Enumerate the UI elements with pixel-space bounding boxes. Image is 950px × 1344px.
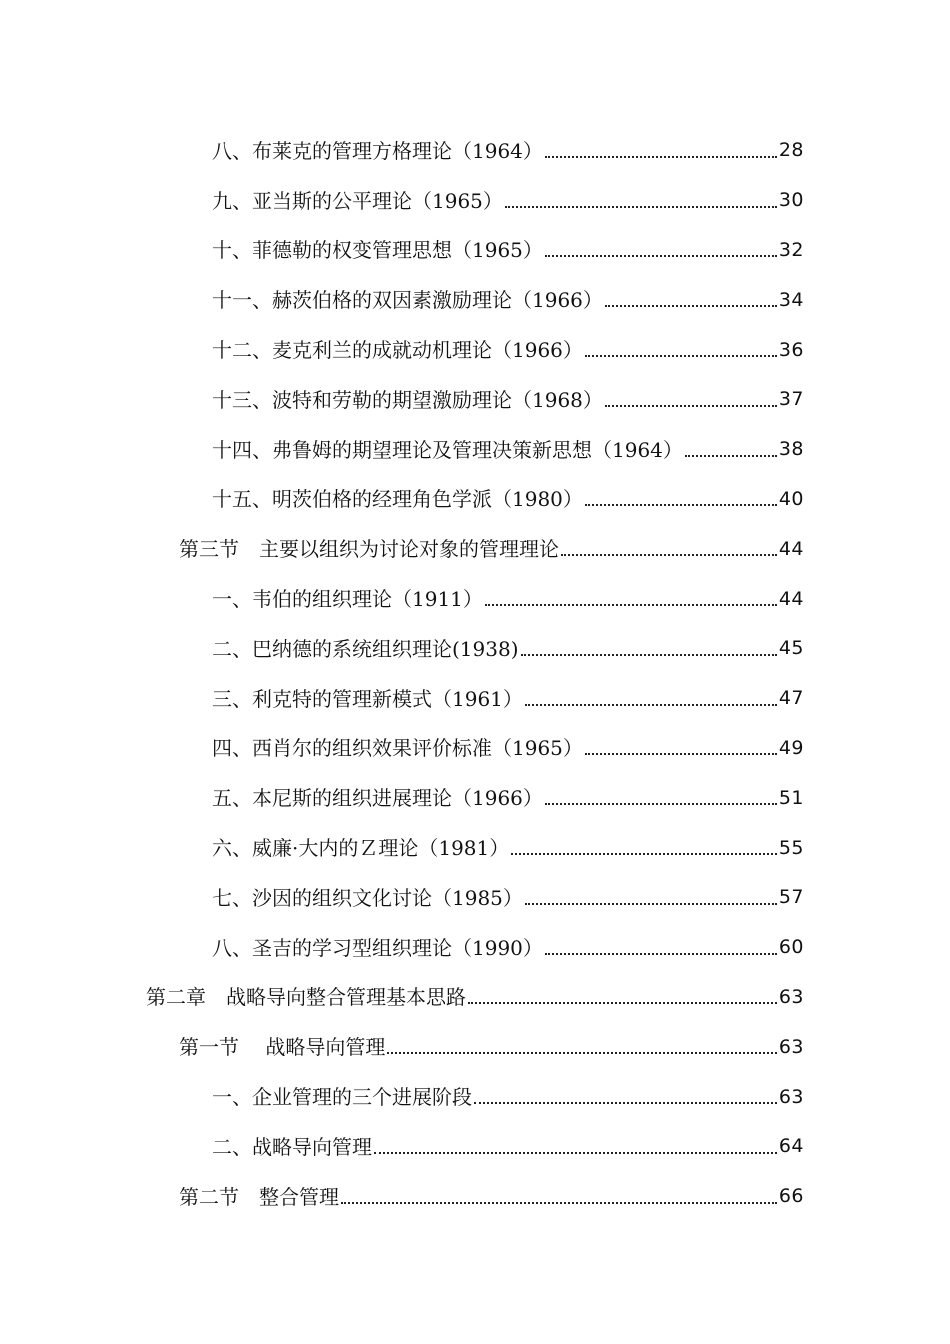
toc-entry-page-number: 63 — [778, 985, 804, 1008]
toc-dot-leader — [511, 838, 777, 858]
toc-dot-leader — [525, 689, 777, 709]
toc-dot-leader — [505, 191, 777, 211]
toc-dot-leader — [585, 340, 777, 360]
toc-entry[interactable] — [0, 126, 950, 176]
toc-entry-title: 一、企业管理的三个进展阶段 — [212, 1085, 472, 1110]
toc-dot-leader — [585, 489, 777, 509]
toc-entry-page-number: 45 — [778, 637, 804, 660]
toc-entry[interactable] — [0, 923, 950, 973]
toc-entry[interactable] — [0, 425, 950, 475]
toc-entry-page-number: 55 — [778, 836, 804, 859]
toc-entry[interactable] — [0, 1122, 950, 1172]
toc-entry-title: 第三节 主要以组织为讨论对象的管理理论 — [179, 537, 559, 562]
toc-entry[interactable] — [0, 574, 950, 624]
toc-entry-title: 二、战略导向管理 — [212, 1134, 372, 1159]
toc-entry-title: 十五、明茨伯格的经理角色学派（1980） — [212, 487, 583, 512]
toc-dot-leader — [387, 1037, 776, 1057]
toc-entry-title: 十四、弗鲁姆的期望理论及管理决策新思想（1964） — [212, 437, 683, 462]
toc-entry[interactable] — [0, 674, 950, 724]
toc-entry-page-number: 63 — [778, 1085, 804, 1108]
toc-entry-title: 第二节 整合管理 — [179, 1184, 339, 1209]
toc-entry-title: 八、圣吉的学习型组织理论（1990） — [212, 935, 543, 960]
toc-entry[interactable] — [0, 176, 950, 226]
table-of-contents — [0, 126, 950, 1222]
toc-dot-leader — [545, 938, 777, 958]
toc-dot-leader — [685, 440, 777, 460]
toc-entry[interactable] — [0, 226, 950, 276]
toc-entry-page-number: 60 — [778, 936, 804, 959]
toc-entry-page-number: 37 — [778, 388, 804, 411]
toc-entry-page-number: 44 — [778, 587, 804, 610]
toc-dot-leader — [374, 1137, 777, 1157]
toc-entry-page-number: 47 — [778, 687, 804, 710]
toc-entry-page-number: 66 — [778, 1185, 804, 1208]
toc-entry[interactable] — [0, 823, 950, 873]
toc-entry[interactable] — [0, 325, 950, 375]
toc-dot-leader — [468, 987, 777, 1007]
toc-entry-title: 十三、波特和劳勒的期望激励理论（1968） — [212, 387, 603, 412]
toc-entry-title: 四、西肖尔的组织效果评价标准（1965） — [212, 736, 583, 761]
toc-entry-title: 六、威廉·大内的Ｚ理论（1981） — [212, 836, 510, 861]
toc-dot-leader — [585, 738, 777, 758]
toc-entry-page-number: 36 — [778, 338, 804, 361]
toc-entry-page-number: 28 — [778, 139, 804, 162]
toc-entry-title: 八、布莱克的管理方格理论（1964） — [212, 138, 543, 163]
toc-entry[interactable] — [0, 475, 950, 525]
toc-entry[interactable] — [0, 1072, 950, 1122]
toc-dot-leader — [561, 539, 777, 559]
toc-entry-title: 一、韦伯的组织理论（1911） — [212, 587, 483, 612]
toc-entry-page-number: 44 — [778, 537, 804, 560]
toc-entry-title: 二、巴纳德的系统组织理论(1938) — [212, 636, 519, 661]
toc-entry[interactable] — [0, 275, 950, 325]
toc-dot-leader — [545, 240, 777, 260]
toc-dot-leader — [485, 589, 777, 609]
toc-entry-title: 三、利克特的管理新模式（1961） — [212, 686, 523, 711]
toc-entry[interactable] — [0, 773, 950, 823]
toc-entry-title: 五、本尼斯的组织进展理论（1966） — [212, 786, 543, 811]
toc-entry-page-number: 57 — [778, 886, 804, 909]
toc-entry-title: 九、亚当斯的公平理论（1965） — [212, 188, 503, 213]
toc-entry[interactable] — [0, 873, 950, 923]
toc-entry[interactable] — [0, 524, 950, 574]
toc-entry[interactable] — [0, 1022, 950, 1072]
toc-entry-page-number: 30 — [778, 189, 804, 212]
toc-entry-page-number: 64 — [778, 1135, 804, 1158]
toc-entry[interactable] — [0, 375, 950, 425]
toc-entry-page-number: 40 — [778, 487, 804, 510]
toc-entry-title: 第一节 战略导向管理 — [179, 1035, 386, 1060]
toc-entry-title: 十、菲德勒的权变管理思想（1965） — [212, 238, 543, 263]
toc-dot-leader — [545, 788, 777, 808]
toc-dot-leader — [525, 888, 777, 908]
toc-entry-title: 第二章 战略导向整合管理基本思路 — [146, 985, 466, 1010]
toc-entry[interactable] — [0, 624, 950, 674]
toc-entry-title: 十二、麦克利兰的成就动机理论（1966） — [212, 338, 583, 363]
toc-entry-page-number: 34 — [778, 288, 804, 311]
toc-dot-leader — [545, 141, 777, 161]
toc-entry-page-number: 49 — [778, 736, 804, 759]
toc-dot-leader — [341, 1187, 777, 1207]
toc-entry-page-number: 51 — [778, 786, 804, 809]
toc-entry-title: 十一、赫茨伯格的双因素激励理论（1966） — [212, 288, 603, 313]
toc-dot-leader — [605, 390, 777, 410]
toc-entry-page-number: 63 — [778, 1035, 804, 1058]
toc-entry[interactable] — [0, 724, 950, 774]
toc-entry[interactable] — [0, 973, 950, 1023]
toc-dot-leader — [521, 639, 777, 659]
toc-dot-leader — [605, 290, 777, 310]
toc-entry-page-number: 32 — [778, 238, 804, 261]
toc-entry-page-number: 38 — [778, 438, 804, 461]
toc-entry[interactable] — [0, 1172, 950, 1222]
toc-entry-title: 七、沙因的组织文化讨论（1985） — [212, 885, 523, 910]
toc-dot-leader — [474, 1087, 777, 1107]
